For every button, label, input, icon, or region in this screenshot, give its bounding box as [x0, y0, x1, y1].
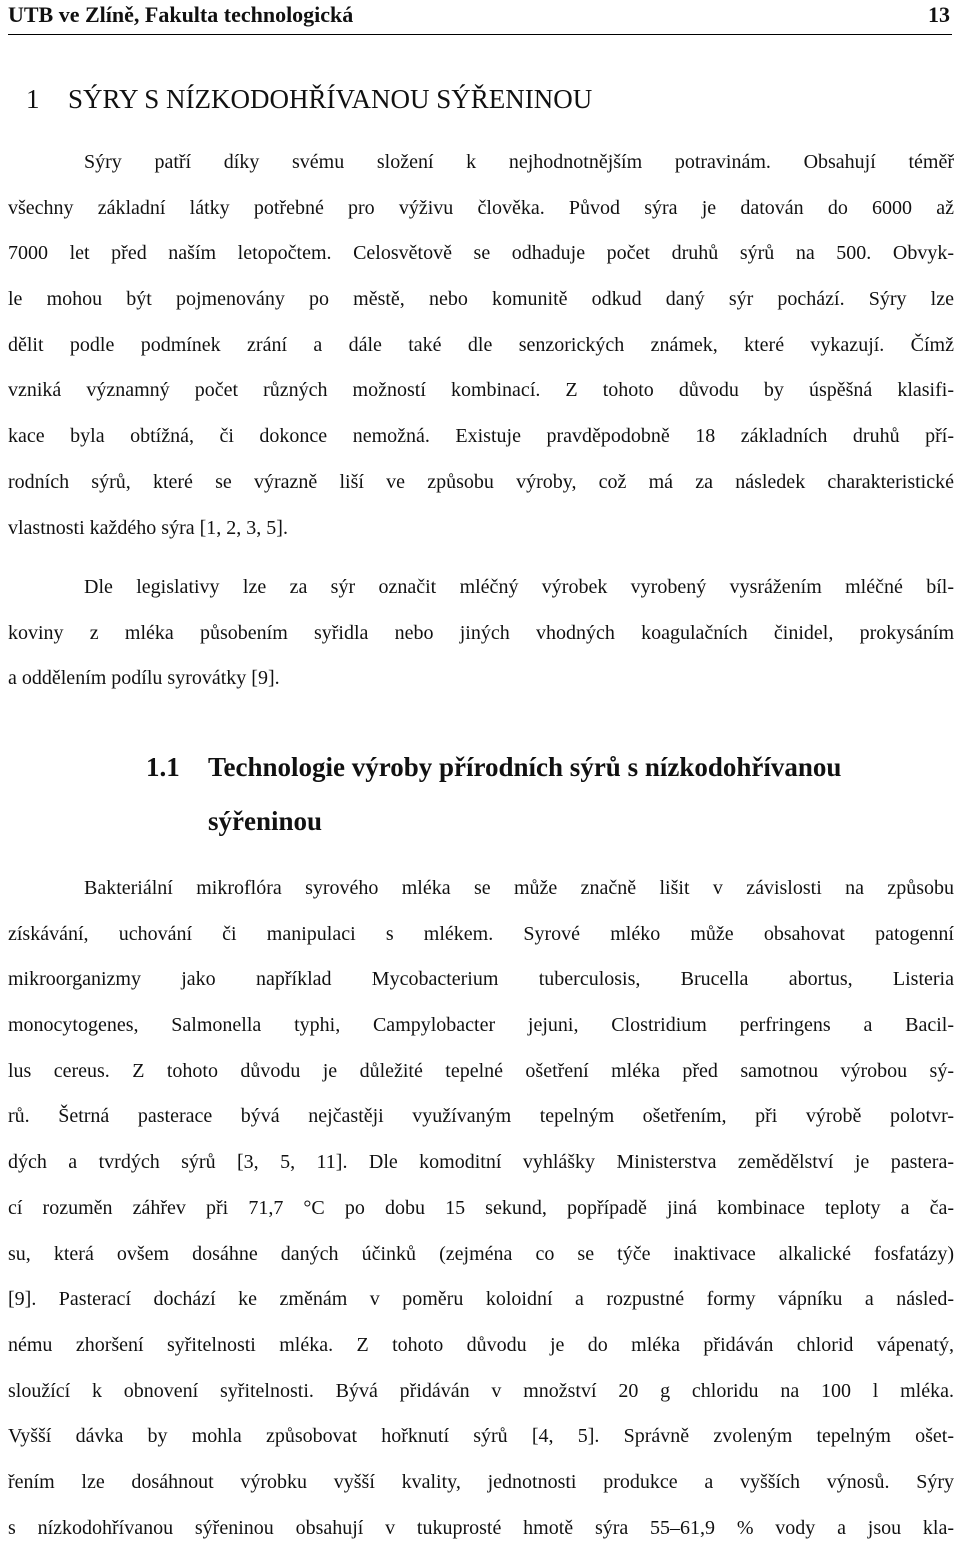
- text-line: řením lze dosáhnout výrobku vyšší kvality, jednotnosti produkce a vyšších výnosů. Sýry: [8, 1470, 954, 1493]
- page-header: [8, 0, 952, 35]
- text-line: Dle legislativy lze za sýr označit mléčný výrobek vyrobený vysrážením mléčné bíl-: [84, 576, 954, 598]
- text-line: všechny základní látky potřebné pro výživu člověka. Původ sýra je datován do 6000 až: [8, 196, 954, 219]
- text-line: koviny z mléka působením syřidla nebo jiných vhodných koagulačních činidel, prokysáním: [8, 621, 954, 644]
- text-line: a oddělením podílu syrovátky [9].: [8, 667, 280, 690]
- text-line: vzniká významný počet různých možností kombinací. Z tohoto důvodu by úspěšná klasifi-: [8, 379, 954, 402]
- paragraph-legislation: [8, 565, 954, 702]
- text-line: Vyšší dávka by mohla způsobovat hořknutí sýrů [4, 5]. Správně zvoleným tepelným ošet-: [8, 1425, 954, 1448]
- text-line: sloužící k obnovení syřitelnosti. Bývá přidáván v množství 20 g chloridu na 100 l mléka.: [8, 1379, 954, 1402]
- chapter-heading: [26, 82, 592, 116]
- text-line: kace byla obtížná, či dokonce nemožná. Existuje pravděpodobně 18 základních druhů pří-: [8, 425, 954, 448]
- section-title-line2: sýřeninou: [208, 806, 323, 836]
- section-number: 1.1: [146, 752, 180, 782]
- text-line: vlastnosti každého sýra [1, 2, 3, 5].: [8, 516, 288, 539]
- text-line: rů. Šetrná pasterace bývá nejčastěji využívaným tepelným ošetřením, při výrobě polotvr-: [8, 1105, 954, 1128]
- text-line: monocytogenes, Salmonella typhi, Campylobacter jejuni, Clostridium perfringens a Bacil-: [8, 1014, 954, 1037]
- section-title-line1: Technologie výroby přírodních sýrů s nízkodohřívanou: [208, 752, 842, 782]
- text-line: su, která ovšem dosáhne daných účinků (zejména co se týče inaktivace alkalické fosfatázy): [8, 1242, 954, 1265]
- chapter-number: 1: [26, 84, 40, 114]
- chapter-title: SÝRY S NÍZKODOHŘÍVANOU SÝŘENINOU: [68, 84, 593, 114]
- text-line: s nízkodohřívanou sýřeninou obsahují v tukuprosté hmotě sýra 55–61,9 % vody a jsou kla-: [8, 1516, 954, 1539]
- page-number: 13: [928, 2, 950, 27]
- header-title: UTB ve Zlíně, Fakulta technologická: [8, 2, 354, 27]
- text-line: mikroorganizmy jako například Mycobacterium tuberculosis, Brucella abortus, Listeria: [8, 968, 954, 991]
- text-line: rodních sýrů, které se výrazně liší ve způsobu výroby, což má za následek charakteristické: [8, 470, 954, 493]
- paragraph-intro: [8, 140, 954, 551]
- text-line: 7000 let před naším letopočtem. Celosvětově se odhaduje počet druhů sýrů na 500. Obvyk-: [8, 242, 954, 265]
- text-line: dých a tvrdých sýrů [3, 5, 11]. Dle komoditní vyhlášky Ministerstva zemědělství je pastera-: [8, 1151, 954, 1174]
- text-line: le mohou být pojmenovány po městě, nebo komunitě odkud daný sýr pochází. Sýry lze: [8, 288, 954, 311]
- text-line: lus cereus. Z tohoto důvodu je důležité tepelné ošetření mléka před samotnou výrobou sý-: [8, 1059, 954, 1082]
- paragraph-technology: [8, 866, 954, 1551]
- text-line: Sýry patří díky svému složení k nejhodnotnějším potravinám. Obsahují téměř: [84, 151, 954, 173]
- text-line: Bakteriální mikroflóra syrového mléka se může značně lišit v závislosti na způsobu: [84, 877, 954, 899]
- text-line: získávání, uchování či manipulaci s mlékem. Syrové mléko může obsahovat patogenní: [8, 922, 954, 945]
- section-heading: [146, 750, 841, 838]
- text-line: cí rozuměn záhřev při 71,7 °C po dobu 15 sekund, popřípadě jiná kombinace teploty a ča-: [8, 1196, 954, 1219]
- text-line: nému zhoršení syřitelnosti mléka. Z tohoto důvodu je do mléka přidáván chlorid vápenatý,: [8, 1333, 954, 1356]
- text-line: [9]. Pasterací dochází ke změnám v poměru koloidní a rozpustné formy vápníku a násled-: [8, 1288, 954, 1311]
- text-line: dělit podle podmínek zrání a dále také dle senzorických známek, které vykazují. Čímž: [8, 333, 954, 356]
